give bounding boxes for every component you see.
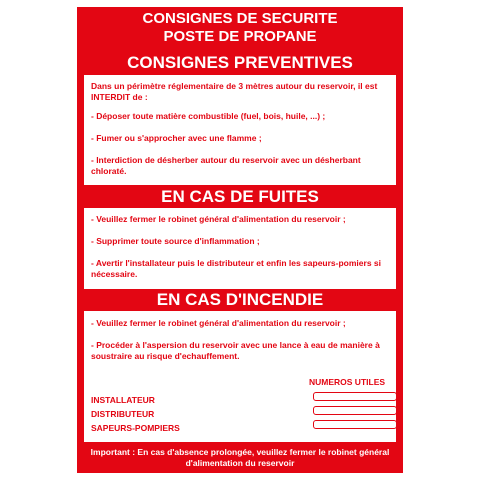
safety-sign <box>77 7 403 473</box>
fuites-item: - Supprimer toute source d'inflammation ; <box>91 236 260 246</box>
section-title-preventives: CONSIGNES PREVENTIVES <box>127 53 353 72</box>
preventives-item: - Fumer ou s'approcher avec une flamme ; <box>91 133 262 143</box>
contact-pompiers: SAPEURS-POMPIERS <box>91 423 180 433</box>
numero-field-1 <box>313 392 397 401</box>
preventives-intro: Dans un périmètre réglementaire de 3 mètres autour du reservoir, il est INTERDIT de : <box>91 81 378 102</box>
contact-distributeur: DISTRIBUTEUR <box>91 409 155 419</box>
preventives-item: - Déposer toute matière combustible (fuel, bois, huile, ...) ; <box>91 111 326 121</box>
incendie-item: - Veuillez fermer le robinet général d'alimentation du reservoir ; <box>91 318 346 328</box>
fuites-item: - Veuillez fermer le robinet général d'alimentation du reservoir ; <box>91 214 346 224</box>
footer-important: Important : En cas d'absence prolongée, veuillez fermer le robinet général d'alimentation du reservoir <box>90 447 390 468</box>
numeros-utiles-title: NUMEROS UTILES <box>309 377 386 387</box>
section-title-incendie: EN CAS D'INCENDIE <box>156 290 324 309</box>
contact-installateur: INSTALLATEUR <box>91 395 155 405</box>
panel-fuites <box>84 208 396 289</box>
panel-incendie <box>84 311 396 442</box>
panel-preventives <box>84 75 396 185</box>
fuites-item: - Avertir l'installateur puis le distributeur et enfin les sapeurs-pomiers si nécessaire. <box>91 258 381 279</box>
sign-title-line2: POSTE DE PROPANE <box>163 28 317 45</box>
section-title-fuites: EN CAS DE FUITES <box>161 187 319 206</box>
preventives-item: - Interdiction de désherber autour du reservoir avec un désherbant chloraté. <box>91 155 361 176</box>
numero-field-2 <box>313 406 397 415</box>
incendie-item: - Procéder à l'aspersion du reservoir avec une lance à eau de manière à soustraire au risque d'echauffement. <box>91 340 380 361</box>
sign-title-line1: CONSIGNES DE SECURITE <box>142 10 338 27</box>
numero-field-3 <box>313 420 397 429</box>
